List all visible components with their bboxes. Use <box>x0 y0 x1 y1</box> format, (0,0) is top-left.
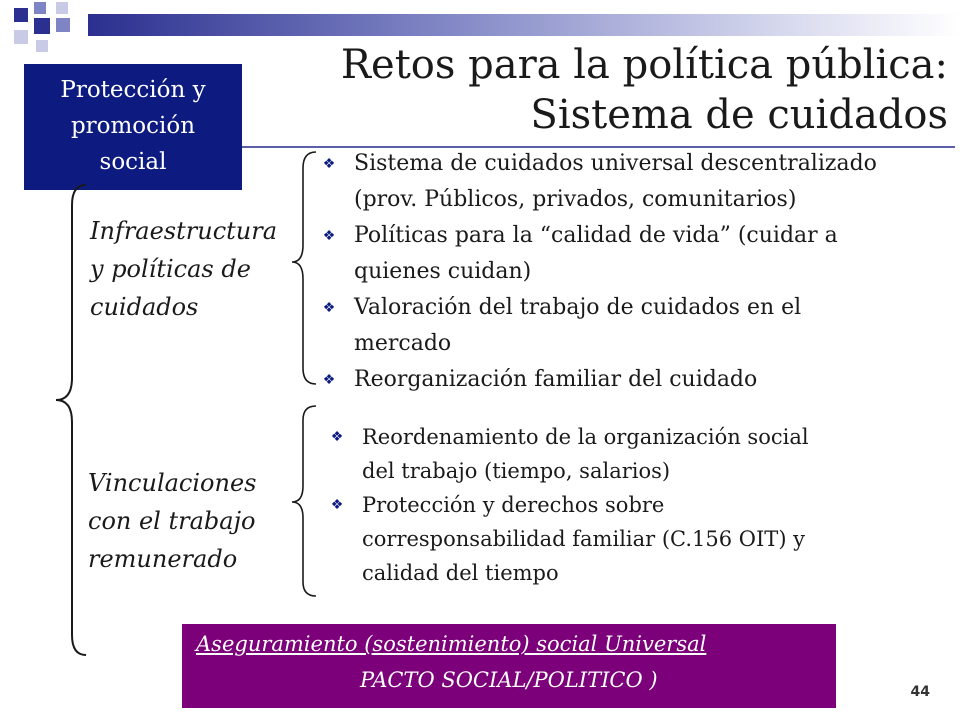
page-number: 44 <box>910 684 930 700</box>
footer-line: Aseguramiento (sostenimiento) social Universal <box>196 632 707 656</box>
section1-brace <box>292 152 316 384</box>
section1-label-line: Infraestructura <box>90 217 278 245</box>
list-item-text: Protección y derechos sobre <box>362 493 665 517</box>
diamond-bullet-icon: ❖ <box>322 372 336 388</box>
list-item <box>318 146 948 218</box>
diamond-bullet-icon: ❖ <box>322 300 336 316</box>
list-item <box>318 362 948 398</box>
section2-label-line: con el trabajo <box>88 507 256 535</box>
list-item-text: corresponsabilidad familiar (C.156 OIT) y <box>362 527 806 551</box>
list-item <box>326 420 886 488</box>
diamond-bullet-icon: ❖ <box>330 497 344 513</box>
slide-title-line: Sistema de cuidados <box>530 92 948 138</box>
footer-pact-box <box>182 624 836 708</box>
diamond-bullet-icon: ❖ <box>330 429 344 445</box>
list-item-text: mercado <box>354 331 452 356</box>
list-item-text: Políticas para la “calidad de vida” (cuidar a <box>354 223 838 248</box>
section1-label-line: y políticas de <box>90 255 251 283</box>
list-item-text: (prov. Públicos, privados, comunitarios) <box>354 187 797 212</box>
list-item-text: quienes cuidan) <box>354 259 532 284</box>
section2-list <box>326 420 886 590</box>
protection-box-line: social <box>99 149 167 175</box>
section2-label-line: Vinculaciones <box>88 469 257 497</box>
list-item <box>318 290 948 362</box>
section1-label <box>90 212 277 326</box>
list-item <box>326 488 886 590</box>
list-item-text: Sistema de cuidados universal descentralizado <box>354 151 877 176</box>
diamond-bullet-icon: ❖ <box>322 156 336 172</box>
section2-label-line: remunerado <box>88 545 238 573</box>
footer-line: PACTO SOCIAL/POLITICO ) <box>360 668 658 692</box>
section2-brace <box>292 406 316 596</box>
slide-title-line: Retos para la política pública: <box>340 42 948 88</box>
section1-list <box>318 146 948 398</box>
section2-label <box>88 464 256 578</box>
diamond-bullet-icon: ❖ <box>322 228 336 244</box>
section1-label-line: cuidados <box>90 293 199 321</box>
list-item-text: calidad del tiempo <box>362 561 559 585</box>
protection-box-line: promoción <box>70 113 196 139</box>
list-item <box>318 218 948 290</box>
main-brace <box>56 185 86 655</box>
list-item-text: Reordenamiento de la organización social <box>362 425 809 449</box>
list-item-text: del trabajo (tiempo, salarios) <box>362 459 671 483</box>
list-item-text: Reorganización familiar del cuidado <box>354 367 758 392</box>
protection-box-line: Protección y <box>60 77 206 103</box>
list-item-text: Valoración del trabajo de cuidados en el <box>354 295 802 320</box>
